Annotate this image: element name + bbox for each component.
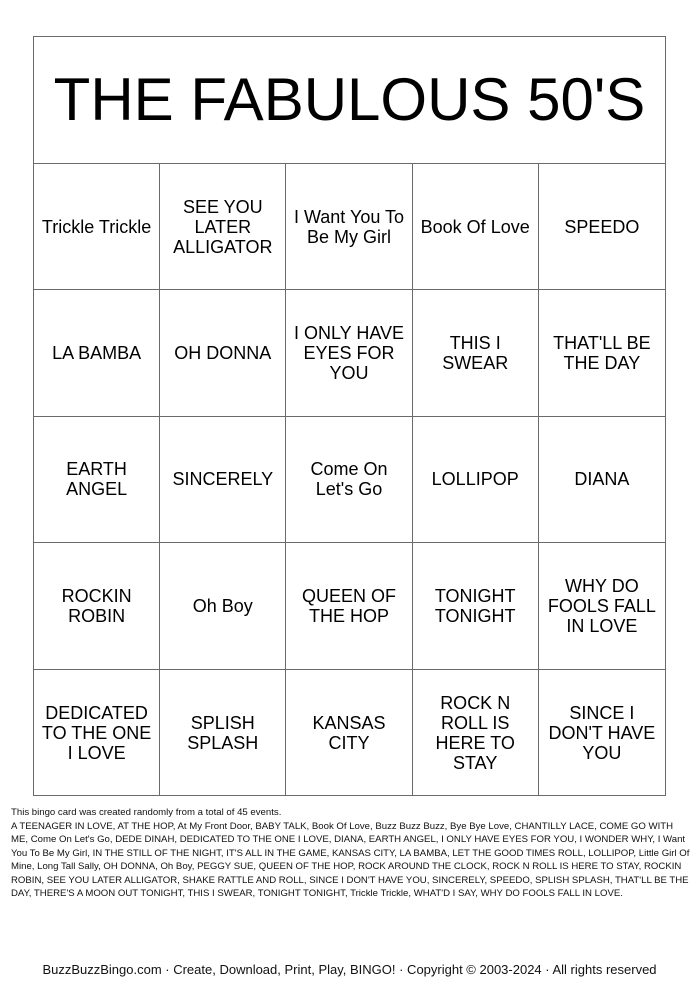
bingo-cell: SPLISH SPLASH	[160, 670, 286, 796]
bingo-cell: DIANA	[539, 417, 665, 543]
bingo-grid	[34, 164, 665, 796]
bingo-card	[33, 36, 666, 796]
bingo-cell: SINCERELY	[160, 417, 286, 543]
bingo-cell: QUEEN OF THE HOP	[286, 543, 412, 669]
bingo-cell: Trickle Trickle	[34, 164, 160, 290]
bingo-cell: LOLLIPOP	[413, 417, 539, 543]
footer-copyright: BuzzBuzzBingo.com · Create, Download, Print, Play, BINGO! · Copyright © 2003-2024 · All rights reserved	[42, 962, 657, 977]
note-intro: This bingo card was created randomly from a total of 45 events.	[11, 807, 282, 818]
bingo-cell: THAT'LL BE THE DAY	[539, 290, 665, 416]
bingo-cell: ROCKIN ROBIN	[34, 543, 160, 669]
bingo-cell: KANSAS CITY	[286, 670, 412, 796]
bingo-cell: LA BAMBA	[34, 290, 160, 416]
bingo-cell: DEDICATED TO THE ONE I LOVE	[34, 670, 160, 796]
card-title: THE FABULOUS 50'S	[53, 66, 646, 133]
bingo-cell: THIS I SWEAR	[413, 290, 539, 416]
event-list-note	[11, 806, 691, 901]
bingo-cell: I Want You To Be My Girl	[286, 164, 412, 290]
bingo-cell: Oh Boy	[160, 543, 286, 669]
bingo-cell: Come On Let's Go	[286, 417, 412, 543]
note-events: A TEENAGER IN LOVE, AT THE HOP, At My Front Door, BABY TALK, Book Of Love, Buzz Buzz Buzz, Bye Bye Love, CHANTILLY LACE, COME GO WITH ME, Come On Let's Go, DEDE DINAH, DEDICATED TO THE ONE I LOVE, DIANA, EARTH ANGEL, I ONLY HAVE EYES FOR YOU, I WONDER WHY, I Want You To Be My Girl, IN THE STILL OF THE NIGHT, IT'S ALL IN THE GAME, KANSAS CITY, LA BAMBA, LET THE GOOD TIMES ROLL, LOLLIPOP, Little Girl Of Mine, Long Tall Sally, OH DONNA, Oh Boy, PEGGY SUE, QUEEN OF THE HOP, ROCK AROUND THE CLOCK, ROCK N ROLL IS HERE TO STAY, ROCKIN ROBIN, SEE YOU LATER ALLIGATOR, SHAKE RATTLE AND ROLL, SINCE I DON'T HAVE YOU, SINCERELY, SPEEDO, SPLISH SPLASH, THAT'LL BE THE DAY, THERE'S A MOON OUT TONIGHT, THIS I SWEAR, TONIGHT TONIGHT, Trickle Trickle, WHAT'D I SAY, WHY DO FOOLS FALL IN LOVE.	[11, 820, 690, 899]
bingo-cell: I ONLY HAVE EYES FOR YOU	[286, 290, 412, 416]
bingo-cell: EARTH ANGEL	[34, 417, 160, 543]
bingo-cell: ROCK N ROLL IS HERE TO STAY	[413, 670, 539, 796]
title-row	[34, 37, 665, 164]
bingo-cell: SPEEDO	[539, 164, 665, 290]
bingo-cell: SINCE I DON'T HAVE YOU	[548, 702, 656, 763]
bingo-cell: SEE YOU LATER ALLIGATOR	[160, 164, 286, 290]
bingo-cell: TONIGHT TONIGHT	[413, 543, 539, 669]
bingo-cell: OH DONNA	[160, 290, 286, 416]
bingo-cell: Book Of Love	[413, 164, 539, 290]
bingo-cell: WHY DO FOOLS FALL IN LOVE	[539, 543, 665, 669]
